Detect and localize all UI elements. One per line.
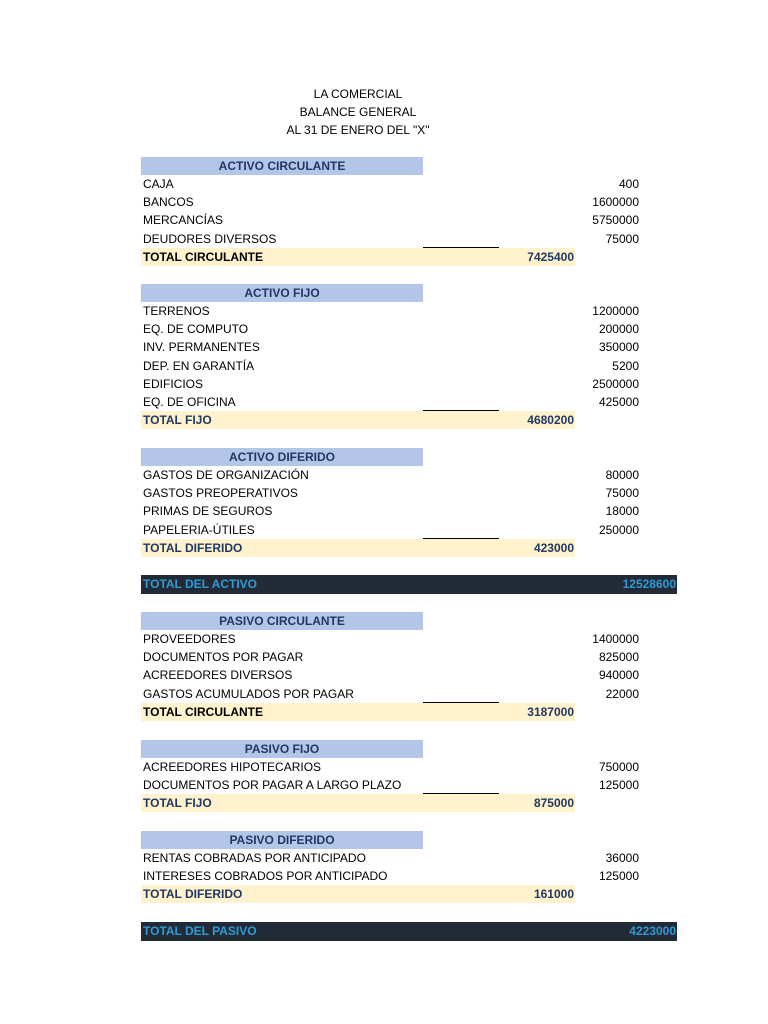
row-label: GASTOS PREOPERATIVOS: [143, 486, 298, 501]
subtotal-label: TOTAL CIRCULANTE: [143, 704, 263, 719]
row-amount: 125000: [598, 869, 639, 884]
grand-total-label: TOTAL DEL PASIVO: [143, 924, 257, 938]
row-label: CAJA: [143, 177, 174, 191]
row-label: EQ. DE OFICINA: [143, 394, 236, 409]
row-amount: 940000: [598, 668, 639, 683]
row-amount: 125000: [598, 778, 639, 793]
row-amount: 350000: [598, 340, 639, 355]
grand-total-pasivo: [141, 922, 677, 941]
subtotal-amount: 4680200: [527, 413, 574, 428]
company-name: LA COMERCIAL: [313, 87, 403, 101]
subtotal-label: TOTAL CIRCULANTE: [143, 249, 263, 264]
table-row: [141, 484, 677, 502]
section-header: ACTIVO DIFERIDO: [141, 448, 423, 466]
table-row: [141, 466, 677, 484]
subtotal-amount: 3187000: [527, 704, 574, 719]
row-label: EDIFICIOS: [143, 376, 204, 391]
subtotal-amount: 423000: [533, 540, 574, 555]
table-row: [141, 375, 677, 393]
subtotal-row: [141, 885, 575, 903]
row-amount: 80000: [605, 468, 639, 482]
subtotal-label: TOTAL DIFERIDO: [143, 540, 243, 555]
subtotal-label: TOTAL FIJO: [143, 796, 212, 811]
table-row: [141, 849, 677, 867]
grand-total-label: TOTAL DEL ACTIVO: [143, 577, 258, 591]
table-row: [141, 211, 677, 229]
table-row: [141, 666, 677, 684]
row-amount: 22000: [605, 686, 639, 701]
row-label: DEP. EN GARANTÍA: [143, 358, 255, 373]
table-row: [141, 685, 677, 703]
row-amount: 18000: [605, 504, 639, 519]
subtotal-row: [141, 703, 575, 721]
table-row: [141, 357, 677, 375]
row-label: RENTAS COBRADAS POR ANTICIPADO: [143, 851, 366, 865]
row-amount: 825000: [598, 650, 639, 665]
row-amount: 1200000: [592, 304, 639, 318]
section-activo-circulante: [141, 157, 677, 266]
row-amount: 1400000: [592, 632, 639, 646]
section-activo-diferido: [141, 448, 677, 557]
row-label: GASTOS DE ORGANIZACIÓN: [143, 468, 309, 482]
row-label: PAPELERIA-ÚTILES: [143, 522, 255, 537]
table-row: [141, 648, 677, 666]
subtotal-amount: 7425400: [527, 249, 574, 264]
table-row: [141, 758, 677, 776]
row-label: DEUDORES DIVERSOS: [143, 231, 277, 246]
subtotal-row: [141, 794, 575, 812]
subtotal-amount: 875000: [533, 796, 574, 811]
subtotal-amount: 161000: [533, 887, 574, 902]
row-label: ACREEDORES HIPOTECARIOS: [143, 760, 322, 774]
row-amount: 250000: [598, 522, 639, 537]
row-amount: 75000: [605, 486, 639, 501]
row-label: TERRENOS: [143, 304, 210, 318]
section-header: PASIVO CIRCULANTE: [141, 612, 423, 630]
table-row: [141, 630, 677, 648]
subtotal-row: [141, 411, 575, 429]
report-date: AL 31 DE ENERO DEL "X": [286, 123, 430, 137]
table-row: [141, 776, 677, 794]
row-amount: 750000: [598, 760, 639, 774]
row-amount: 2500000: [592, 376, 639, 391]
report-name: BALANCE GENERAL: [299, 105, 417, 119]
row-label: DOCUMENTOS POR PAGAR A LARGO PLAZO: [143, 778, 402, 793]
row-label: MERCANCÍAS: [143, 213, 224, 228]
section-pasivo-fijo: [141, 740, 677, 812]
table-row: [141, 175, 677, 193]
row-label: INTERESES COBRADOS POR ANTICIPADO: [143, 869, 388, 884]
row-label: DOCUMENTOS POR PAGAR: [143, 650, 304, 665]
table-row: [141, 193, 677, 211]
table-row: [141, 502, 677, 520]
row-amount: 5200: [612, 358, 639, 373]
grand-total-amount: 4223000: [629, 924, 676, 938]
row-amount: 5750000: [592, 213, 639, 228]
row-amount: 200000: [598, 322, 639, 337]
subtotal-row: [141, 539, 575, 557]
grand-total-activo: [141, 575, 677, 594]
table-row: [141, 230, 677, 248]
report-title-block: [258, 85, 458, 139]
section-pasivo-diferido: [141, 831, 677, 903]
section-pasivo-circulante: [141, 612, 677, 721]
row-label: EQ. DE COMPUTO: [143, 322, 249, 337]
section-activo-fijo: [141, 284, 677, 429]
row-label: PRIMAS DE SEGUROS: [143, 504, 273, 519]
section-header: ACTIVO FIJO: [141, 284, 423, 302]
section-header: ACTIVO CIRCULANTE: [141, 157, 423, 175]
subtotal-label: TOTAL DIFERIDO: [143, 887, 243, 902]
grand-total-amount: 12528600: [622, 577, 676, 591]
table-row: [141, 521, 677, 539]
section-header: PASIVO DIFERIDO: [141, 831, 423, 849]
row-label: GASTOS ACUMULADOS POR PAGAR: [143, 686, 354, 701]
row-amount: 75000: [605, 231, 639, 246]
table-row: [141, 338, 677, 356]
row-amount: 36000: [605, 851, 639, 865]
row-label: BANCOS: [143, 195, 194, 210]
subtotal-label: TOTAL FIJO: [143, 413, 212, 428]
table-row: [141, 393, 677, 411]
row-amount: 400: [618, 177, 639, 191]
row-amount: 425000: [598, 394, 639, 409]
row-label: ACREEDORES DIVERSOS: [143, 668, 293, 683]
row-label: PROVEEDORES: [143, 632, 236, 646]
row-label: INV. PERMANENTES: [143, 340, 260, 355]
table-row: [141, 302, 677, 320]
section-header: PASIVO FIJO: [141, 740, 423, 758]
table-row: [141, 867, 677, 885]
subtotal-row: [141, 248, 575, 266]
row-amount: 1600000: [592, 195, 639, 210]
table-row: [141, 320, 677, 338]
